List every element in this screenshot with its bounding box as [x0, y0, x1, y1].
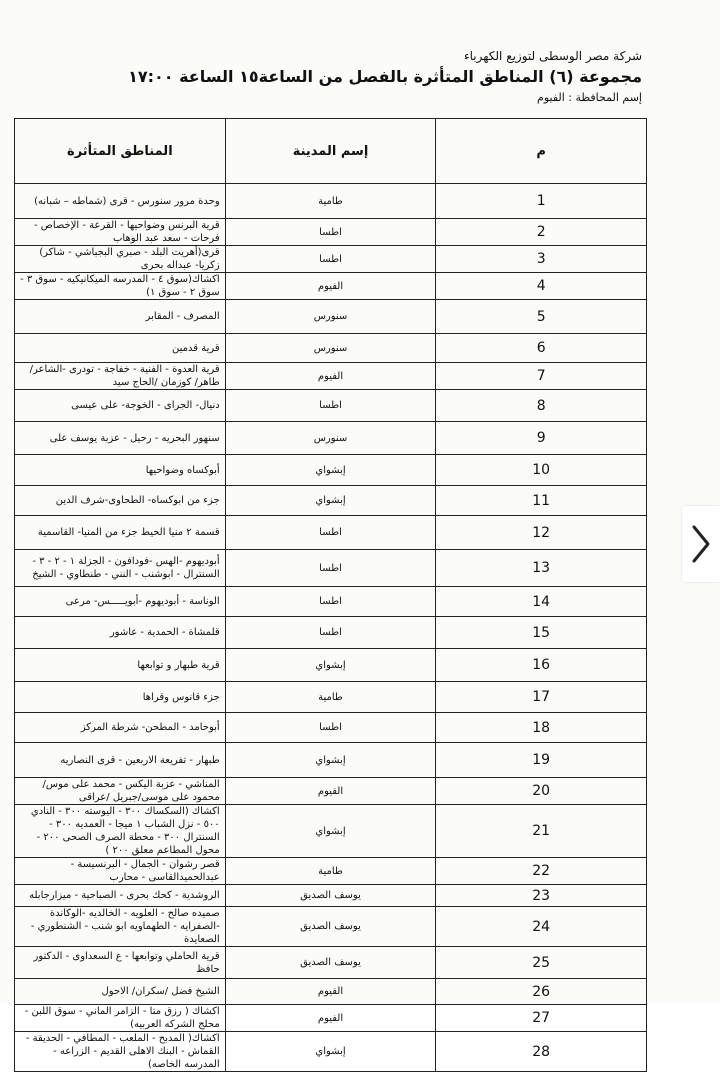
row-number: 6 — [436, 334, 647, 363]
row-areas: قرية العدوة - الفنية - خفاجة - تودرى -الشاعر/طاهر/ كوزمان /الحاج سيد — [15, 363, 226, 390]
row-city: الفيوم — [225, 363, 436, 390]
document-header — [42, 48, 642, 106]
row-city: إبشواي — [225, 1032, 436, 1072]
row-areas: اكشاك (السكساك ٣٠٠ - اليوسته ٣٠٠ - النادي ٥٠٠ - نزل الشباب ١ ميجا - العمديه ٣٠٠ - السنترال ٣٠٠ - محطة الصرف الصحى ٢٠٠ - محول المطاعم معلق ٢٠٠ ) — [15, 805, 226, 858]
row-city: طامية — [225, 184, 436, 219]
table-row — [15, 246, 647, 273]
table-row — [15, 617, 647, 649]
row-number: 9 — [436, 422, 647, 455]
row-city: الفيوم — [225, 1005, 436, 1032]
row-areas: أبوديهوم -الهس -فودافون - الجزلة ١ - ٢ - ٣ - السنترال - ابوشنب - النني - طنطاوي - الشيخ — [15, 550, 226, 587]
chevron-right-icon — [690, 524, 712, 564]
row-city: سنورس — [225, 422, 436, 455]
table-row — [15, 907, 647, 947]
table-row — [15, 486, 647, 516]
row-areas: جزء قانوس وقراها — [15, 682, 226, 713]
table-row — [15, 885, 647, 907]
row-areas: سنهور البحريه - رحيل - عزبة يوسف على — [15, 422, 226, 455]
row-number: 16 — [436, 649, 647, 682]
column-header-number: م — [436, 119, 647, 184]
row-number: 10 — [436, 455, 647, 486]
row-number: 17 — [436, 682, 647, 713]
next-page-button[interactable] — [682, 506, 720, 582]
table-row — [15, 184, 647, 219]
row-city: إبشواي — [225, 743, 436, 778]
row-areas: قرية البرنس وضواحيها - القرعة - الإخصاص - فرحات - سعد عبد الوهاب — [15, 219, 226, 246]
row-areas: الروشدية - كحك بحرى - الصباحية - ميزارجابله — [15, 885, 226, 907]
table-row — [15, 455, 647, 486]
row-city: اطسا — [225, 390, 436, 422]
row-number: 15 — [436, 617, 647, 649]
row-areas: قرية قدمين — [15, 334, 226, 363]
row-city: الفيوم — [225, 273, 436, 300]
row-number: 23 — [436, 885, 647, 907]
row-number: 5 — [436, 300, 647, 334]
row-city: اطسا — [225, 246, 436, 273]
table-row — [15, 363, 647, 390]
row-number: 24 — [436, 907, 647, 947]
row-areas: اكشاك(سوق ٤ - المدرسه الميكانيكيه - سوق ٣ - سوق ٢ - سوق ١) — [15, 273, 226, 300]
row-areas: صميده صالح - العلويه - الخالديه -الوكاندة -الصفرايه - الطهماويه ابو شنب - الشنطوري - الصعايدة — [15, 907, 226, 947]
row-areas: اكشاك ( رزق متا - الزامر الماني - سوق اللبن - محلج الشركه العربيه) — [15, 1005, 226, 1032]
row-areas: قلمشاة - الحمدية - عاشور — [15, 617, 226, 649]
row-city: يوسف الصديق — [225, 907, 436, 947]
column-header-city: إسم المدينة — [225, 119, 436, 184]
row-areas: اكشاك( المدبح - الملعب - المطافي - الحديقة - القماش - البنك الاهلى القديم - الزراعه - المدرسه الخاصه) — [15, 1032, 226, 1072]
table-row — [15, 713, 647, 743]
row-number: 27 — [436, 1005, 647, 1032]
table-body — [15, 184, 647, 1072]
row-number: 26 — [436, 979, 647, 1005]
row-city: يوسف الصديق — [225, 885, 436, 907]
row-number: 7 — [436, 363, 647, 390]
column-header-areas: المناطق المتأثرة — [15, 119, 226, 184]
row-areas: قسمة ٢ منيا الحيط جزء من المنيا- القاسمية — [15, 516, 226, 550]
table-row — [15, 587, 647, 617]
row-city: إبشواي — [225, 805, 436, 858]
row-city: طامية — [225, 682, 436, 713]
row-number: 25 — [436, 947, 647, 979]
table-row — [15, 300, 647, 334]
document-title: مجموعة (٦) المناطق المتأثرة بالفصل من الساعة١٥ الساعة ١٧:٠٠ — [128, 67, 642, 86]
table-row — [15, 979, 647, 1005]
row-city: الفيوم — [225, 778, 436, 805]
row-city: اطسا — [225, 617, 436, 649]
table-row — [15, 778, 647, 805]
row-areas: قرية الحاملي وتوابعها - ع السعداوى - الدكتور حافظ — [15, 947, 226, 979]
row-number: 28 — [436, 1032, 647, 1072]
row-areas: دنيال- الجراى - الخوجة- على عيسى — [15, 390, 226, 422]
row-city: اطسا — [225, 550, 436, 587]
row-number: 12 — [436, 516, 647, 550]
table-row — [15, 858, 647, 885]
table-row — [15, 805, 647, 858]
table-row — [15, 273, 647, 300]
row-number: 19 — [436, 743, 647, 778]
row-number: 21 — [436, 805, 647, 858]
affected-areas-table — [14, 118, 647, 1072]
row-areas: أبوكساه وضواحيها — [15, 455, 226, 486]
table-row — [15, 1032, 647, 1072]
row-number: 4 — [436, 273, 647, 300]
row-city: طامية — [225, 858, 436, 885]
row-number: 11 — [436, 486, 647, 516]
row-areas: قرى(أهريت البلد - صبري البجباشي - شاكر) زكريا- عبداله بحرى — [15, 246, 226, 273]
row-number: 2 — [436, 219, 647, 246]
table-row — [15, 334, 647, 363]
table-row — [15, 682, 647, 713]
row-areas: قرية طبهار و توابعها — [15, 649, 226, 682]
row-city: يوسف الصديق — [225, 947, 436, 979]
row-areas: أبوحامد - المطحن- شرطة المركز — [15, 713, 226, 743]
row-city: إبشواي — [225, 486, 436, 516]
governorate-label: إسم المحافظة : الفيوم — [537, 91, 642, 104]
row-city: إبشواي — [225, 455, 436, 486]
table-row — [15, 743, 647, 778]
row-number: 1 — [436, 184, 647, 219]
row-number: 3 — [436, 246, 647, 273]
row-number: 22 — [436, 858, 647, 885]
row-city: اطسا — [225, 516, 436, 550]
row-city: اطسا — [225, 713, 436, 743]
row-number: 20 — [436, 778, 647, 805]
table-row — [15, 516, 647, 550]
row-areas: جزء من ابوكساه- الطحاوى-شرف الدين — [15, 486, 226, 516]
row-areas: قصر رشوان - الجمال - البرنسيسة - عبدالحميدالقاسى - محارب — [15, 858, 226, 885]
row-number: 13 — [436, 550, 647, 587]
row-number: 8 — [436, 390, 647, 422]
table-row — [15, 550, 647, 587]
row-city: الفيوم — [225, 979, 436, 1005]
table-row — [15, 390, 647, 422]
row-number: 18 — [436, 713, 647, 743]
row-areas: المصرف - المقابر — [15, 300, 226, 334]
table-header-row — [15, 119, 647, 184]
row-areas: وحدة مرور سنورس - قرى (شماطه – شبانه) — [15, 184, 226, 219]
row-areas: المناشي - عزبة اليكس - محمد على موس/محمود على موسى/جبريل /عراقى — [15, 778, 226, 805]
row-city: سنورس — [225, 300, 436, 334]
table-row — [15, 1005, 647, 1032]
table-row — [15, 649, 647, 682]
table-row — [15, 219, 647, 246]
company-name: شركة مصر الوسطى لتوزيع الكهرباء — [463, 49, 642, 63]
row-city: إبشواي — [225, 649, 436, 682]
table-row — [15, 947, 647, 979]
row-city: اطسا — [225, 587, 436, 617]
table-row — [15, 422, 647, 455]
row-areas: طبهار - تفريعة الاربعين - قرى النصاريه — [15, 743, 226, 778]
row-number: 14 — [436, 587, 647, 617]
row-areas: الوناسة - أبوديهوم -أبويـــــس- مرعى — [15, 587, 226, 617]
row-city: سنورس — [225, 334, 436, 363]
row-city: اطسا — [225, 219, 436, 246]
row-areas: الشيخ فضل /سكران/ الاحول — [15, 979, 226, 1005]
